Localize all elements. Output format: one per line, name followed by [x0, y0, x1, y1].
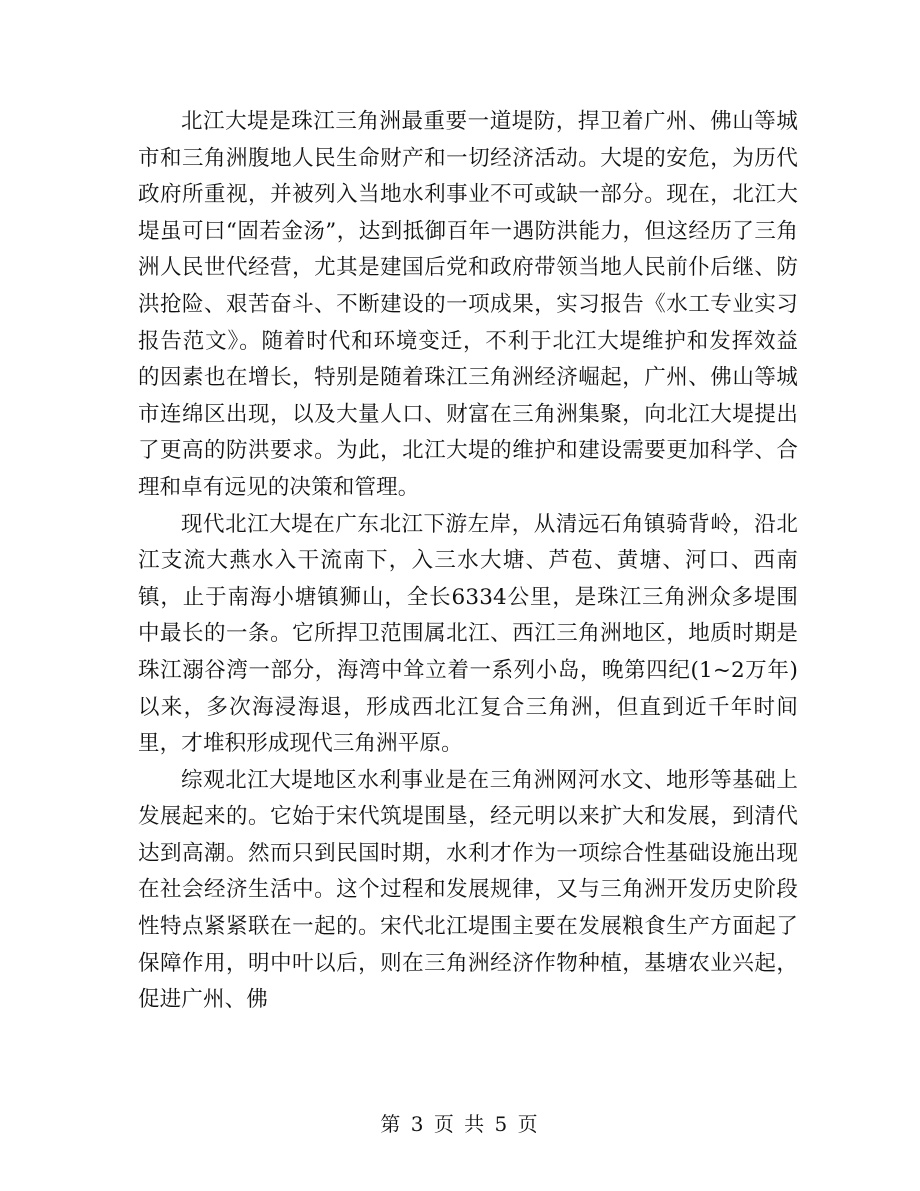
document-body [138, 104, 798, 1019]
paragraph-2: 现代北江大堤在广东北江下游左岸，从清远石角镇骑背岭，沿北江支流大燕水入干流南下，入三水大塘、芦苞、黄塘、河口、西南镇，止于南海小塘镇狮山，全长6334公里，是珠江三角洲众多堤围中最长的一条。它所捍卫范围属北江、西江三角洲地区，地质时期是珠江溺谷湾一部分，海湾中耸立着一系列小岛，晚第四纪(1~2万年)以来，多次海浸海退，形成西北江复合三角洲，但直到近千年时间里，才堆积形成现代三角洲平原。 [138, 511, 798, 757]
page-number-footer: 第 3 页 共 5 页 [380, 1112, 540, 1136]
paragraph-3: 综观北江大堤地区水利事业是在三角洲网河水文、地形等基础上发展起来的。它始于宋代筑堤围垦，经元明以来扩大和发展，到清代达到高潮。然而只到民国时期，水利才作为一项综合性基础设施出现在社会经济生活中。这个过程和发展规律，又与三角洲开发历史阶段性特点紧紧联在一起的。宋代北江堤围主要在发展粮食生产方面起了保障作用，明中叶以后，则在三角洲经济作物种植，基塘农业兴起，促进广州、佛 [138, 767, 798, 1013]
paragraph-1: 北江大堤是珠江三角洲最重要一道堤防，捍卫着广州、佛山等城市和三角洲腹地人民生命财产和一切经济活动。大堤的安危，为历代政府所重视，并被列入当地水利事业不可或缺一部分。现在，北江大堤虽可曰“固若金汤”，达到抵御百年一遇防洪能力，但这经历了三角洲人民世代经营，尤其是建国后党和政府带领当地人民前仆后继、防洪抢险、艰苦奋斗、不断建设的一项成果，实习报告《水工专业实习报告范文》。随着时代和环境变迁，不利于北江大堤维护和发挥效益的因素也在增长，特别是随着珠江三角洲经济崛起，广州、佛山等城市连绵区出现，以及大量人口、财富在三角洲集聚，向北江大堤提出了更高的防洪要求。为此，北江大堤的维护和建设需要更加科学、合理和卓有远见的决策和管理。 [138, 109, 798, 500]
